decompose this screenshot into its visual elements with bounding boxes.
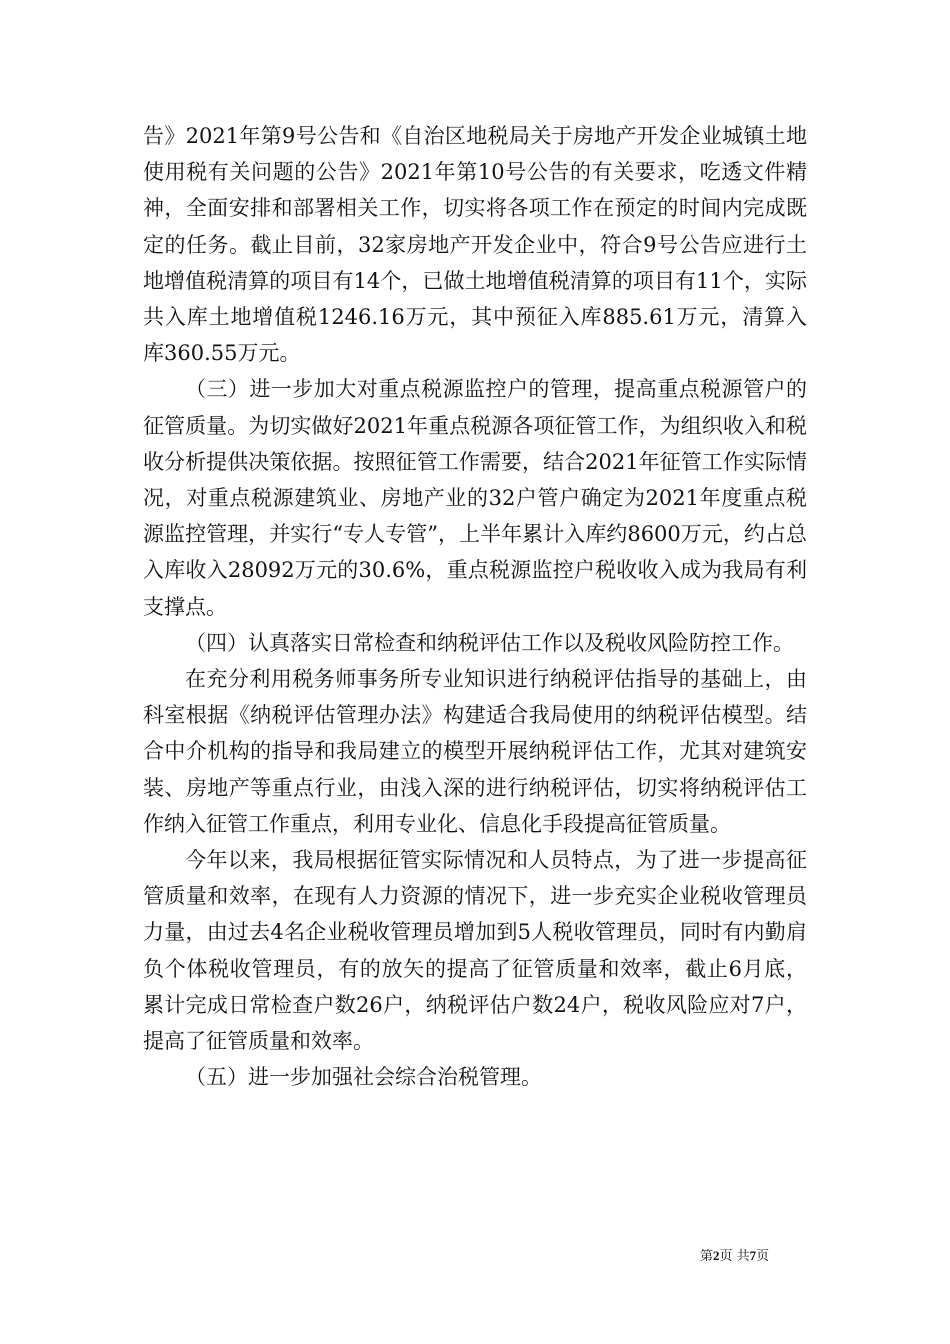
footer-prefix: 第: [700, 1249, 714, 1264]
paragraph-continuation: 告》2021年第9号公告和《自治区地税局关于房地产开发企业城镇土地使用税有关问题的公告》2021年第10号公告的有关要求，吃透文件精神，全面安排和部署相关工作，切实将各项工作在预定的时间内完成既定的任务。截止目前，32家房地产开发企业中，符合9号公告应进行土地增值税清算的项目有14个，已做土地增值税清算的项目有11个，实际共入库土地增值税1246.16万元，其中预征入库885.61万元，清算入库360.55万元。: [143, 124, 807, 366]
footer-suffix: 页: [756, 1249, 770, 1264]
current-page-number: 2: [713, 1248, 720, 1263]
footer-middle: 页 共: [719, 1249, 750, 1264]
total-pages-number: 7: [749, 1248, 757, 1263]
paragraph-section-5-heading: （五）进一步加强社会综合治税管理。: [185, 1065, 542, 1090]
paragraph-staffing: 今年以来，我局根据征管实际情况和人员特点，为了进一步提高征管质量和效率，在现有人力资源的情况下，进一步充实企业税收管理员力量，由过去4名企业税收管理员增加到5人税收管理员，同时有内勤肩负个体税收管理员，有的放矢的提高了征管质量和效率，截止6月底，累计完成日常检查户数26户，纳税评估户数24户，税收风险应对7户，提高了征管质量和效率。: [143, 848, 807, 1054]
document-body: [143, 118, 807, 1095]
paragraph-tax-assessment: 在充分利用税务师事务所专业知识进行纳税评估指导的基础上，由科室根据《纳税评估管理办法》构建适合我局使用的纳税评估模型。结合中介机构的指导和我局建立的模型开展纳税评估工作，尤其对建筑安装、房地产等重点行业，由浅入深的进行纳税评估，切实将纳税评估工作纳入征管工作重点，利用专业化、信息化手段提高征管质量。: [143, 667, 807, 836]
paragraph-section-4-heading: （四）认真落实日常检查和纳税评估工作以及税收风险防控工作。: [185, 630, 794, 655]
page-footer: [700, 1248, 820, 1265]
paragraph-section-3: （三）进一步加大对重点税源监控户的管理，提高重点税源管户的征管质量。为切实做好2021年重点税源各项征管工作，为组织收入和税收分析提供决策依据。按照征管工作需要，结合2021年征管工作实际情况，对重点税源建筑业、房地产业的32户管户确定为2021年度重点税源监控管理，并实行“专人专管”，上半年累计入库约8600万元，约占总入库收入28092万元的30.6%，重点税源监控户税收收入成为我局有利支撑点。: [143, 377, 807, 619]
